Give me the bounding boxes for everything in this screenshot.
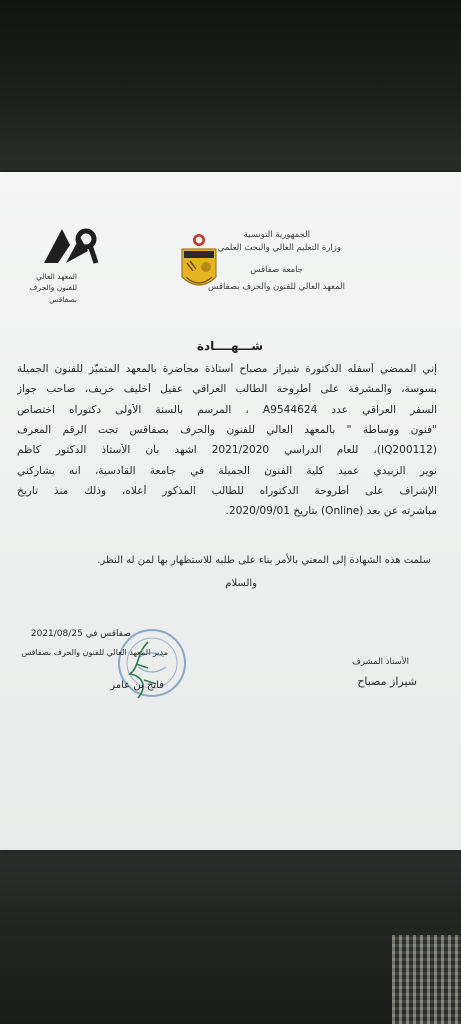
- institute-logo-icon: [40, 225, 102, 267]
- body-line: بسوسة، والمشرفة على أطروحة الطالب العراقي عقيل أخليف خريف، صاحب جواز: [17, 383, 437, 395]
- body-line: الإشراف على أطروحة الدكتوراه للطالب المذكور أعلاه، وذلك منذ تاريخ: [17, 485, 437, 497]
- director-signature-icon: [118, 640, 178, 700]
- director-name: فاتح بن عامر: [110, 680, 164, 691]
- closing-salutation: والسلام: [225, 578, 257, 589]
- header-line-ministry: وزارة التعليم العالي والبحث العلمي: [217, 243, 341, 253]
- header-line-institute: المعهد العالي للفنون والحرف بصفاقس: [208, 282, 345, 292]
- body-line: السفر العراقي عدد A9544624 ، المرسم بالسنة الأولى دكتوراه اختصاص: [17, 404, 437, 416]
- body-line: نوير الزبيدي عميد كلية الفنون الجميلة في جامعة القادسية، انه يشاركني: [17, 465, 437, 477]
- body-line: مباشرته عن بعد (Online) بتاريخ 2020/09/01.: [225, 505, 437, 517]
- institute-logo-line3: بصفاقس: [49, 295, 77, 304]
- header-line-university: جامعة صفاقس: [250, 265, 303, 275]
- dark-background-top: [0, 0, 461, 175]
- signature-date: صفاقس في 2021/08/25: [30, 629, 131, 639]
- body-line: إني الممضي أسفله الدكتورة شيراز مصباح أستاذة محاضرة بالمعهد المتميّز للفنون الجميلة: [17, 363, 437, 375]
- fabric-corner: [392, 935, 461, 1024]
- supervisor-role: الأستاذ المشرف: [352, 657, 409, 667]
- body-line: "فنون ووساطة " بالمعهد العالي للفنون والحرف بصفاقس تحت الرقم المعرف: [17, 424, 437, 436]
- director-role: مدير المعهد العالي للفنون والحرف بصفاقس: [21, 648, 168, 657]
- closing-statement: سلمت هذه الشهادة إلى المعني بالأمر بناء على طلبه للاستظهار بها لمن له النظر.: [97, 555, 431, 566]
- institute-logo-line1: المعهد العالي: [36, 272, 77, 281]
- supervisor-name: شيراز مصباح: [357, 675, 417, 688]
- document-title: شـــهــــادة: [196, 339, 264, 353]
- header-line-republic: الجمهورية التونسية: [243, 230, 310, 240]
- body-line: (IQ200112)، للعام الدراسي 2021/2020 اشهد بأن الأستاذ الدكتور كاظم: [17, 444, 437, 456]
- tunisia-emblem-icon: [176, 233, 222, 295]
- institute-logo-line2: للفنون والحرف: [29, 283, 77, 292]
